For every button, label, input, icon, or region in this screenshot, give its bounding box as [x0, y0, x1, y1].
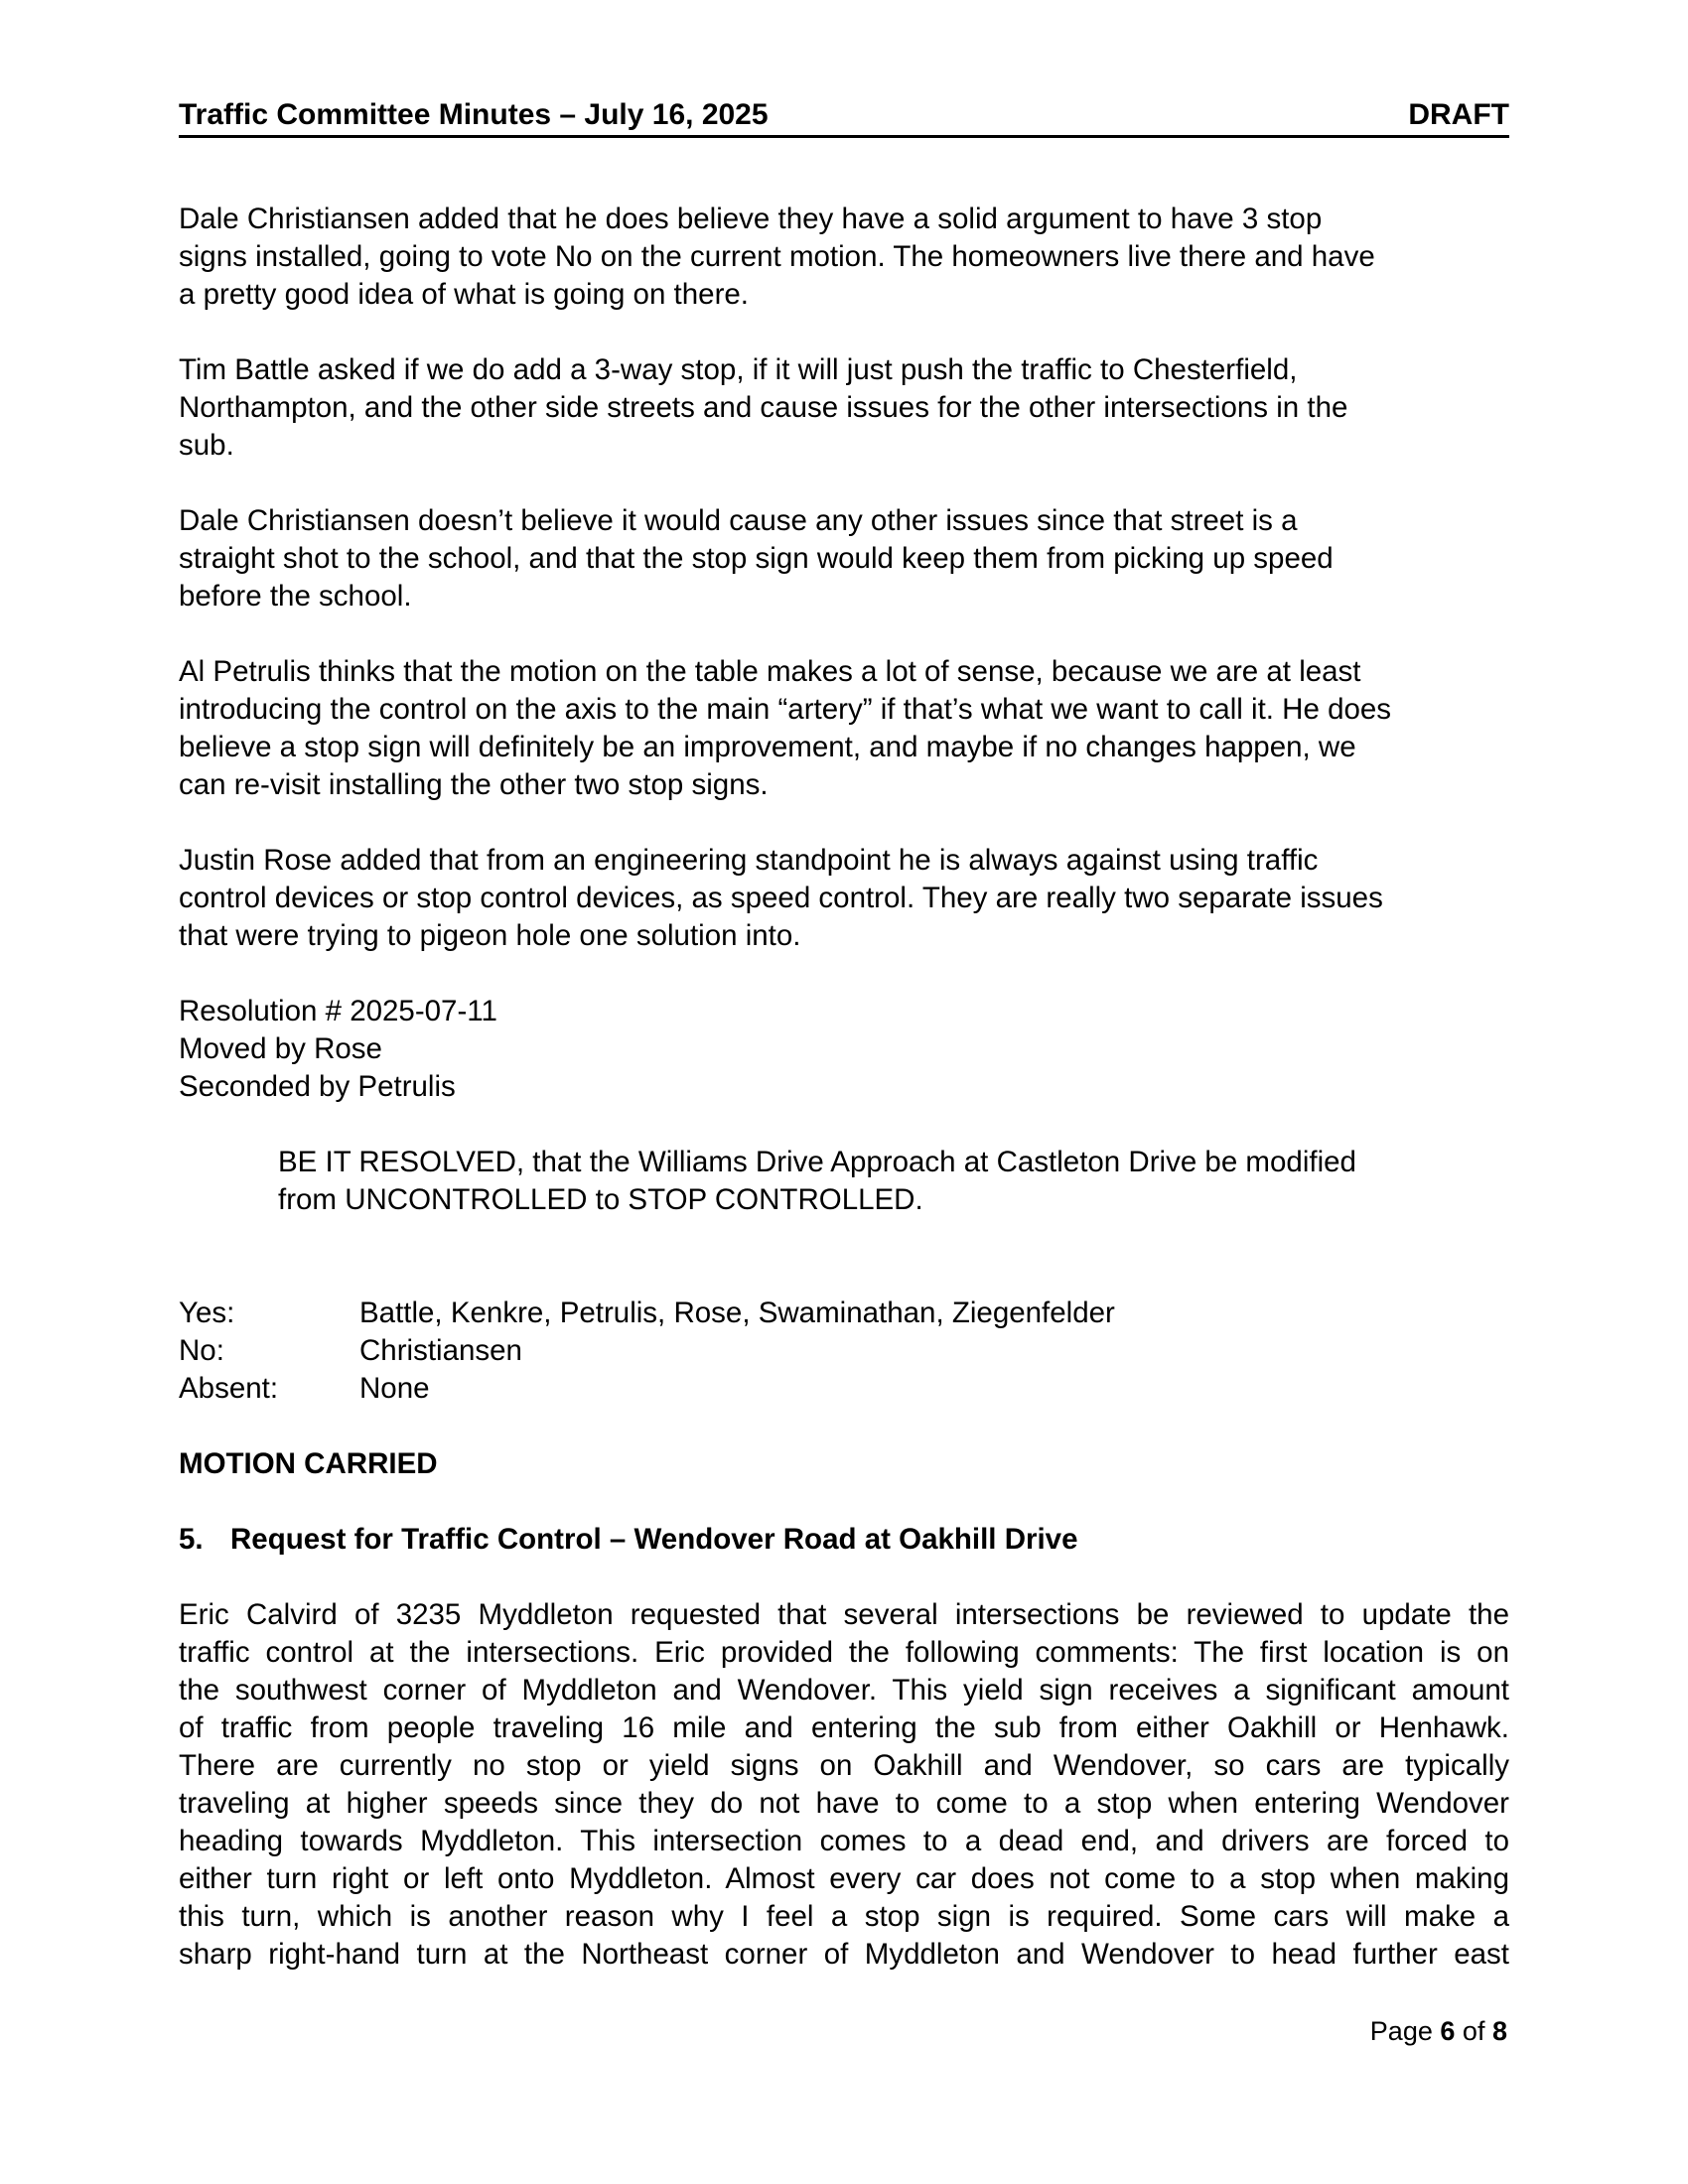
vote-value: Battle, Kenkre, Petrulis, Rose, Swaminathan, Ziegenfelder: [359, 1297, 1115, 1329]
vote-value: None: [359, 1372, 430, 1405]
page-total: 8: [1491, 2016, 1507, 2046]
paragraph-christiansen-2: [179, 502, 1509, 615]
paragraph-christiansen-1: [179, 201, 1509, 314]
section-heading: [179, 1521, 1509, 1559]
text-line: a pretty good idea of what is going on there.: [179, 278, 749, 311]
resolution-moved-by: Moved by Rose: [179, 1032, 382, 1065]
text-line: traveling at higher speeds since they do not have to come to a stop when entering Wendover: [179, 1787, 1509, 1820]
text-line: sharp right-hand turn at the Northeast corner of Myddleton and Wendover to head further east: [179, 1938, 1509, 1971]
page-prefix: Page: [1369, 2016, 1433, 2046]
paragraph-rose: [179, 842, 1509, 955]
text-line: traffic control at the intersections. Eric provided the following comments: The first location is on: [179, 1636, 1509, 1669]
text-line: the southwest corner of Myddleton and Wendover. This yield sign receives a significant amount: [179, 1674, 1509, 1706]
text-line: introducing the control on the axis to the main “artery” if that’s what we want to call it. He does: [179, 693, 1392, 726]
paragraph-calvird: [179, 1596, 1509, 1974]
text-line: BE IT RESOLVED, that the Williams Drive Approach at Castleton Drive be modified: [278, 1146, 1356, 1178]
vote-label: No:: [179, 1334, 224, 1367]
resolution-text: [278, 1144, 1509, 1219]
text-line: There are currently no stop or yield signs on Oakhill and Wendover, so cars are typically: [179, 1749, 1509, 1782]
page-of: of: [1462, 2016, 1485, 2046]
text-line: that were trying to pigeon hole one solution into.: [179, 919, 801, 952]
vote-label: Yes:: [179, 1297, 235, 1329]
motion-carried-label: MOTION CARRIED: [179, 1447, 438, 1480]
text-line: Dale Christiansen doesn’t believe it would cause any other issues since that street is a: [179, 504, 1298, 537]
section-number: 5.: [179, 1523, 204, 1556]
text-line: control devices or stop control devices, as speed control. They are really two separate issues: [179, 882, 1383, 914]
text-line: straight shot to the school, and that the stop sign would keep them from picking up speed: [179, 542, 1334, 575]
text-line: Northampton, and the other side streets and cause issues for the other intersections in the: [179, 391, 1348, 424]
resolution-seconded-by: Seconded by Petrulis: [179, 1070, 456, 1103]
text-line: Eric Calvird of 3235 Myddleton requested that several intersections be reviewed to update the: [179, 1598, 1509, 1631]
vote-row-absent: [179, 1370, 1509, 1408]
vote-row-yes: [179, 1295, 1509, 1332]
page-number: [1370, 2013, 1507, 2049]
document-title: Traffic Committee Minutes – July 16, 2025: [179, 98, 769, 131]
vote-row-no: [179, 1332, 1509, 1370]
vote-table: [179, 1295, 1509, 1408]
text-line: before the school.: [179, 580, 412, 613]
text-line: Dale Christiansen added that he does believe they have a solid argument to have 3 stop: [179, 203, 1323, 235]
paragraph-battle: [179, 351, 1509, 465]
page-header: [179, 95, 1509, 138]
text-line: can re-visit installing the other two stop signs.: [179, 768, 769, 801]
resolution-number: Resolution # 2025-07-11: [179, 995, 497, 1027]
section-title: Request for Traffic Control – Wendover Road at Oakhill Drive: [230, 1523, 1078, 1556]
motion-outcome: [179, 1445, 1509, 1483]
text-line: believe a stop sign will definitely be an improvement, and maybe if no changes happen, we: [179, 731, 1356, 763]
paragraph-petrulis: [179, 653, 1509, 804]
text-line: Tim Battle asked if we do add a 3-way stop, if it will just push the traffic to Chesterfield,: [179, 353, 1298, 386]
draft-label: DRAFT: [1408, 98, 1509, 131]
text-line: sub.: [179, 429, 234, 462]
text-line: from UNCONTROLLED to STOP CONTROLLED.: [278, 1183, 923, 1216]
text-line: Al Petrulis thinks that the motion on the table makes a lot of sense, because we are at least: [179, 655, 1361, 688]
vote-label: Absent:: [179, 1372, 279, 1405]
text-line: of traffic from people traveling 16 mile and entering the sub from either Oakhill or Henhawk.: [179, 1711, 1509, 1744]
text-line: this turn, which is another reason why I feel a stop sign is required. Some cars will make a: [179, 1900, 1509, 1933]
vote-value: Christiansen: [359, 1334, 522, 1367]
page-current: 6: [1440, 2016, 1456, 2046]
text-line: heading towards Myddleton. This intersection comes to a dead end, and drivers are forced to: [179, 1825, 1509, 1857]
resolution-info: [179, 993, 1509, 1106]
text-line: Justin Rose added that from an engineering standpoint he is always against using traffic: [179, 844, 1319, 877]
text-line: signs installed, going to vote No on the current motion. The homeowners live there and have: [179, 240, 1375, 273]
text-line: either turn right or left onto Myddleton. Almost every car does not come to a stop when making: [179, 1862, 1509, 1895]
